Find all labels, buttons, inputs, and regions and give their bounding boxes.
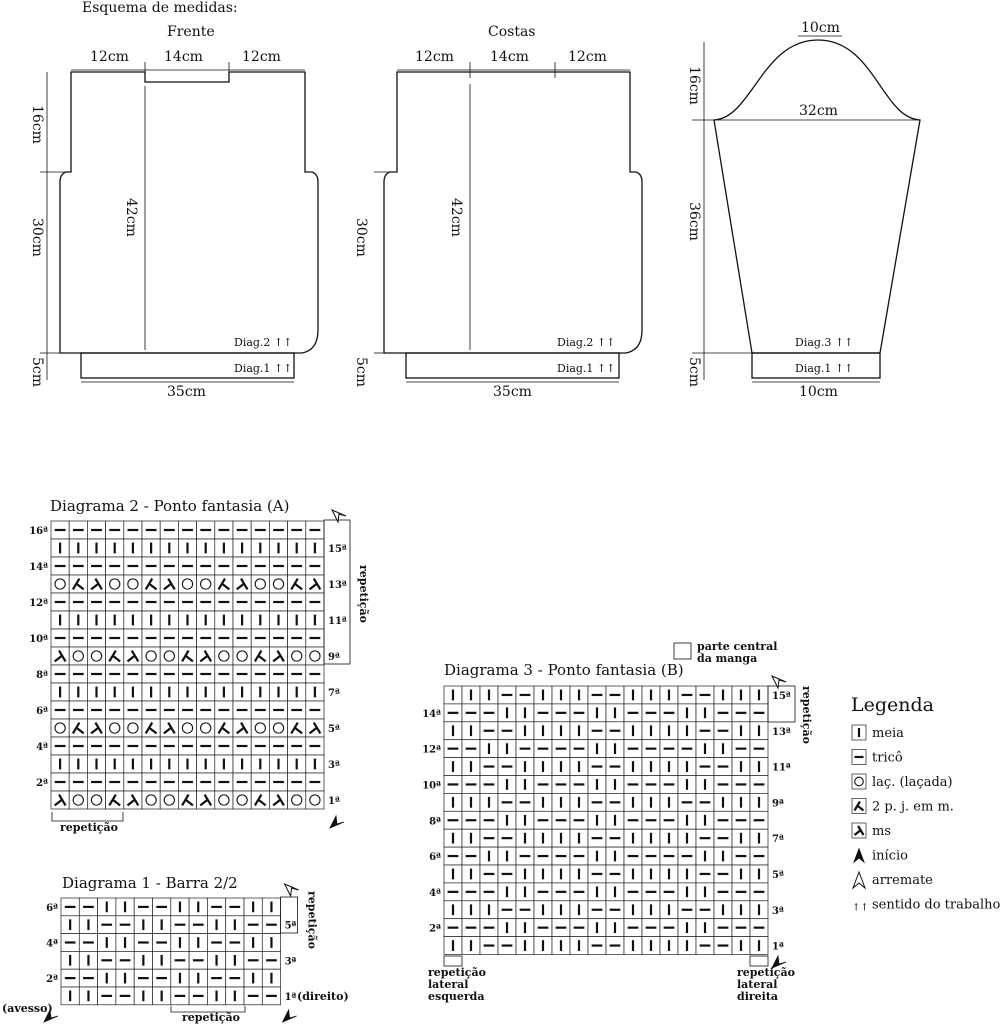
chart-cell [288,647,306,665]
chart-cell [87,791,105,809]
chart-row [51,719,340,737]
sleeve-piece [686,20,920,400]
row-label: 6ª [429,852,441,864]
chart-cell [269,575,287,593]
sleeve-cuff-height: 5cm [686,357,702,388]
diagram2-repeat-bottom: repetição [60,821,118,834]
legend-label: meia [872,726,904,741]
chart-row [61,951,297,969]
chart-row [61,916,297,934]
legend-label: início [872,848,908,864]
chart-row [444,829,784,847]
row-label: 16ª [29,526,48,537]
chart-row [444,758,791,776]
chart-row [36,773,324,791]
diagram2-repeat-bracket [324,520,350,664]
row-label: 1ª [284,991,297,1003]
chart-row [46,898,280,916]
chart-row [422,740,768,758]
back-diag-lower: Diag.1 ↑↑ [557,362,616,375]
front-top-left: 12cm [90,49,129,65]
diagram1-title: Diagrama 1 - Barra 2/2 [62,874,238,892]
legend-item [852,774,953,790]
legend-label: arremate [872,873,933,888]
diagram3-left-bracket [444,956,462,966]
sleeve-cap-height: 16cm [686,66,702,105]
diagram1-repeat-bottom: repetição [182,1011,240,1024]
legend-item [852,898,1000,914]
legend-label: tricô [872,750,903,766]
chart-row [444,937,784,955]
chart-row [29,521,324,539]
chart-cell [251,719,269,737]
back-diag-upper: Diag.2 ↑↑ [557,336,616,349]
row-label: 14ª [29,562,48,573]
chart-row [422,776,768,794]
chart-row [51,611,347,629]
diagram2-grid [29,510,350,828]
chart-cell [87,647,105,665]
chart-row [422,704,768,722]
finish-arrow-icon [285,884,299,896]
chart-cell [288,791,306,809]
start-arrow-icon [853,848,865,864]
chart-row [51,755,340,773]
chart-cell [269,719,287,737]
legend-item [853,848,908,864]
row-label: 15ª [328,544,347,555]
front-title: Frente [167,24,215,40]
back-title: Costas [488,24,536,40]
chart-cell [160,647,178,665]
front-side-bot: 5cm [29,357,45,388]
chart-row [429,811,768,829]
row-label: 3ª [772,905,784,917]
diagram2-title: Diagrama 2 - Ponto fantasia (A) [50,497,290,515]
chart-row [429,847,768,865]
start-arrow-icon [283,1010,297,1022]
diagram3-grid [422,676,795,968]
chart-cell [233,647,251,665]
row-label: 9ª [328,652,340,663]
front-top-right: 12cm [242,49,281,65]
diagram1-right-side: (direito) [297,990,349,1003]
legend-label: sentido do trabalho [872,897,1001,913]
chart-cell [142,791,160,809]
legend-item [852,750,903,766]
chart-row [61,987,297,1005]
front-length: 42cm [123,198,139,237]
back-top-mid: 14cm [490,49,529,65]
chart-row [46,969,280,987]
chart-cell [215,647,233,665]
row-label: 2ª [429,923,441,935]
row-label: 4ª [36,742,48,753]
chart-row [444,901,784,919]
row-label: 12ª [29,598,48,609]
legend-label: laç. (laçada) [872,775,953,790]
row-label: 2ª [46,974,58,986]
chart-row [429,883,768,901]
diagram3-repeat-left: repetição lateral esquerda [428,966,486,1003]
row-label: 3ª [328,760,340,771]
start-arrow-icon [330,816,344,828]
back-top-left: 12cm [415,49,454,65]
diagram3-center-note: parte central da manga [697,640,778,665]
chart-cell [106,719,124,737]
chart-cell [69,791,87,809]
sleeve-length: 36cm [686,202,702,241]
chart-row [444,722,791,740]
row-label: 3ª [284,956,297,968]
row-label: 9ª [772,798,784,810]
legend-label: 2 p. j. em m. [872,799,954,815]
row-label: 2ª [36,778,48,789]
legend-title: Legenda [851,694,934,716]
legend-item [852,725,904,741]
row-label: 7ª [772,834,784,846]
direction-arrows-icon: ↑↑ [852,902,869,914]
back-top-right: 12cm [568,49,607,65]
chart-cell [251,575,269,593]
row-label: 10ª [422,780,441,792]
chart-cell [51,719,69,737]
row-label: 6ª [36,706,48,717]
row-label: 13ª [772,726,791,738]
chart-row [29,629,324,647]
sleeve-diag-lower: Diag.1 ↑↑ [795,362,854,375]
legend-label: ms [872,824,891,839]
row-label: 8ª [429,816,441,828]
row-label: 6ª [46,902,58,914]
chart-cell [197,575,215,593]
sleeve-top: 10cm [801,20,840,36]
row-label: 14ª [422,708,441,720]
front-piece [29,24,318,400]
row-label: 4ª [46,938,58,950]
front-diag-upper: Diag.2 ↑↑ [234,336,293,349]
back-width: 35cm [493,384,532,400]
diagram2-repeat-side: repetição [357,565,370,623]
chart-cell [178,719,196,737]
diagram2-repeat-bracket-bottom [52,812,123,821]
chart-cell [233,791,251,809]
row-label: 13ª [328,580,347,591]
chart-row [444,793,784,811]
chart-row [29,593,324,611]
diagram3-right-bracket [750,956,768,966]
chart-row [36,701,324,719]
back-length: 42cm [448,198,464,237]
front-diag-lower: Diag.1 ↑↑ [234,362,293,375]
row-label: 11ª [328,616,347,627]
sleeve-upper-width: 32cm [799,103,838,119]
chart-cell [106,575,124,593]
sleeve-bottom: 10cm [799,384,838,400]
front-top-mid: 14cm [164,49,203,65]
diagram3-title: Diagrama 3 - Ponto fantasia (B) [444,661,684,679]
front-side-top: 16cm [29,105,45,144]
row-label: 1ª [328,796,340,807]
row-label: 1ª [772,941,784,953]
chart-cell [124,575,142,593]
front-width: 35cm [167,384,206,400]
chart-row [36,737,324,755]
chart-row [51,647,340,665]
chart-row [429,919,768,937]
chart-cell [51,575,69,593]
legend-item [852,799,954,815]
chart-row [444,865,784,883]
row-label: 7ª [328,688,340,699]
diagram1-grid [44,884,299,1022]
row-label: 8ª [36,670,48,681]
chart-row [51,575,347,593]
finish-arrow-icon [853,872,865,888]
diagram1-wrong-side: (avesso) [2,1002,53,1015]
chart-cell [160,791,178,809]
chart-row [29,557,324,575]
chart-cell [306,647,324,665]
chart-cell [197,719,215,737]
front-side-mid: 30cm [29,218,45,257]
back-piece [353,24,642,400]
chart-row [51,683,340,701]
legend-list [852,725,1000,914]
chart-cell [124,719,142,737]
row-label: 5ª [328,724,340,735]
schema-header: Esquema de medidas: [82,0,238,16]
back-side-bot: 5cm [353,357,369,388]
chart-cell [215,791,233,809]
diagram3-repeat-side: repetição [800,686,813,744]
row-label: 12ª [422,744,441,756]
legend-item [852,823,891,839]
diagram3-repeat-right: repetição lateral direita [737,966,795,1003]
row-label: 5ª [284,920,297,932]
center-note-swatch [674,643,691,659]
back-side-mid: 30cm [353,218,369,257]
chart-cell [69,647,87,665]
row-label: 15ª [772,690,791,702]
chart-row [444,686,791,704]
row-label: 5ª [772,869,784,881]
chart-cell [178,575,196,593]
chart-row [51,539,347,557]
chart-row [46,934,280,952]
diagram1-repeat-side: repetição [305,891,319,949]
chart-cell [306,791,324,809]
row-label: 11ª [772,762,791,774]
chart-cell [142,647,160,665]
chart-row [36,665,324,683]
chart-row [51,791,340,809]
legend-swatch [852,774,866,789]
row-label: 4ª [429,887,441,899]
row-label: 10ª [29,634,48,645]
legend-item [853,872,933,888]
sleeve-diag-upper: Diag.3 ↑↑ [795,336,854,349]
